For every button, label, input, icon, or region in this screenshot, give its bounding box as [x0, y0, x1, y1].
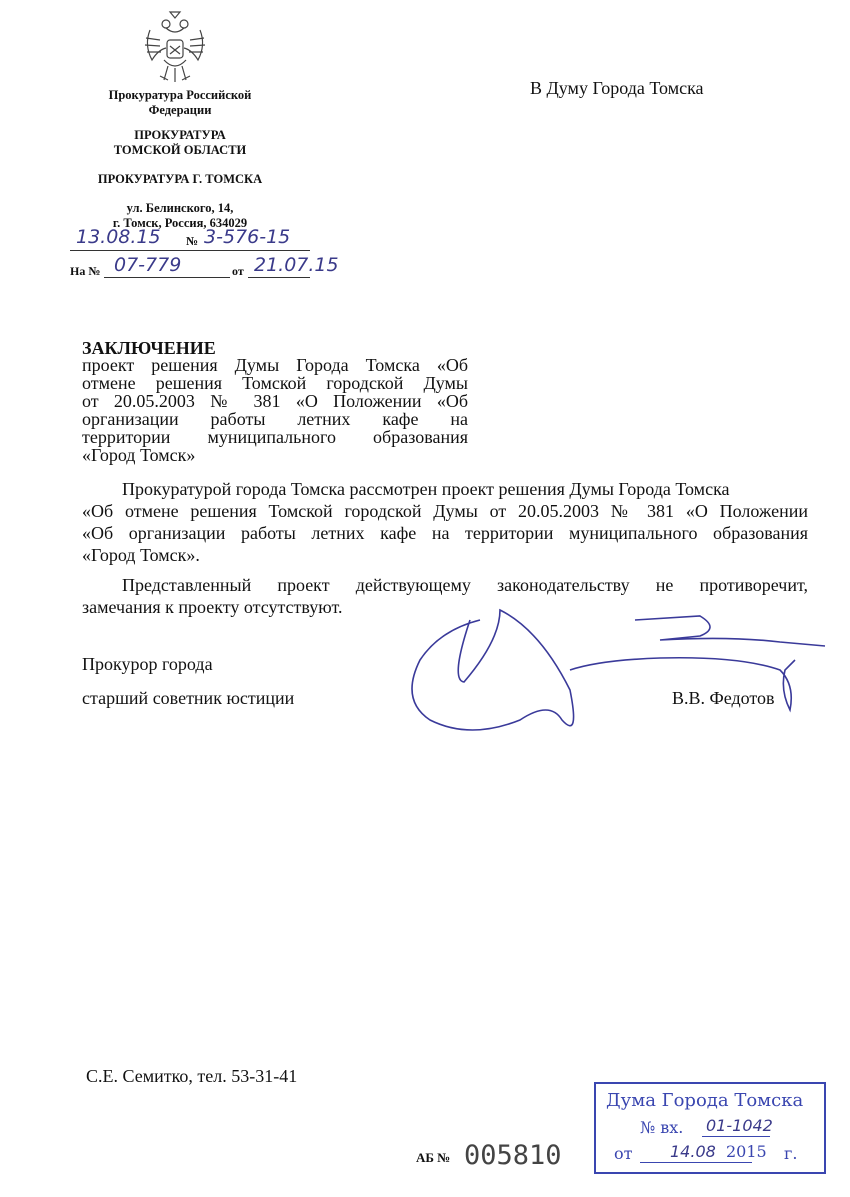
paragraph-line: «Об отмене решения Томской городской Думы от 20.05.2003 № 381 «О Положении	[82, 501, 808, 521]
signatory-position: Прокурор города	[82, 654, 213, 674]
ref-from-label: от	[232, 264, 244, 278]
conclusion-subject	[82, 356, 468, 464]
signature-icon	[400, 600, 840, 750]
paragraph-line: «Город Томск».	[82, 545, 200, 565]
sender-address-line2: г. Томск, Россия, 634029	[112, 216, 248, 230]
ref-date: 21.07.15	[254, 254, 339, 276]
sender-org-line2: ТОМСКОЙ ОБЛАСТИ	[113, 143, 247, 157]
stamp-date-label: от	[614, 1144, 633, 1163]
stamp-incoming-label: № вх.	[640, 1118, 684, 1137]
sender-org-line1: ПРОКУРАТУРА	[134, 128, 226, 142]
subject-line: проект решения Думы Города Томска «Об	[82, 355, 468, 375]
subject-line: организации работы летних кафе на	[82, 409, 468, 429]
sender-block	[80, 88, 280, 231]
sender-line2: Федерации	[148, 103, 212, 117]
reference-line	[70, 254, 339, 278]
sender-address-line1: ул. Белинского, 14,	[126, 201, 234, 215]
ref-label: На №	[70, 264, 101, 278]
executor: С.Е. Семитко, тел. 53-31-41	[86, 1066, 298, 1086]
incoming-stamp	[594, 1082, 826, 1174]
subject-line: «Город Томск»	[82, 445, 196, 465]
paragraph-1	[82, 478, 808, 566]
sender-city-org: ПРОКУРАТУРА Г. ТОМСКА	[97, 172, 263, 186]
stamp-date-day-month: 14.08	[670, 1142, 716, 1161]
subject-line: отмене решения Томской городской Думы	[82, 373, 468, 393]
stamp-title: Дума Города Томска	[606, 1090, 804, 1111]
conclusion-title: ЗАКЛЮЧЕНИЕ	[82, 338, 216, 358]
outgoing-date: 13.08.15	[76, 226, 161, 248]
form-number: 005810	[464, 1140, 562, 1171]
signatory-name: В.В. Федотов	[672, 688, 775, 708]
addressee: В Думу Города Томска	[530, 78, 704, 98]
subject-line: территории муниципального образования	[82, 427, 468, 447]
paragraph-line: замечания к проекту отсутствуют.	[82, 597, 343, 617]
ref-number: 07-779	[114, 254, 182, 276]
signatory-rank: старший советник юстиции	[82, 688, 295, 708]
sender-line1: Прокуратура Российской	[108, 88, 252, 102]
paragraph-line: «Об организации работы летних кафе на территории муниципального образования	[82, 523, 808, 543]
paragraph-line: Представленный проект действующему законодательству не противоречит,	[122, 575, 808, 595]
subject-line: от 20.05.2003 № 381 «О Положении «Об	[82, 391, 468, 411]
paragraph-line: Прокуратурой города Томска рассмотрен проект решения Думы Города Томска	[122, 479, 730, 499]
outgoing-number: 3-576-15	[204, 226, 291, 248]
coat-of-arms-icon	[140, 10, 210, 85]
outgoing-line	[70, 228, 310, 251]
stamp-incoming-number: 01-1042	[706, 1116, 773, 1135]
number-sign: №	[186, 234, 199, 248]
stamp-year-suffix: г.	[784, 1144, 798, 1163]
form-series: АБ №	[416, 1150, 451, 1165]
stamp-year: 2015	[726, 1142, 767, 1161]
